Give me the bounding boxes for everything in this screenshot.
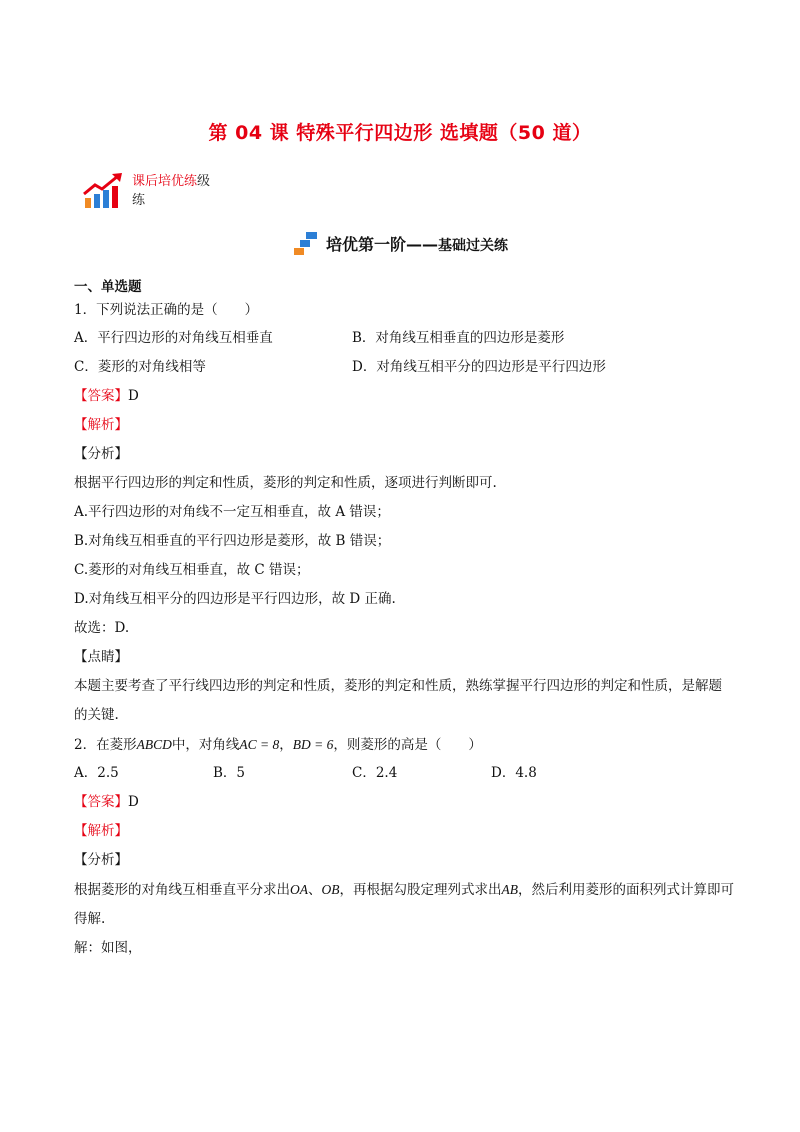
stairs-icon <box>292 230 320 256</box>
math-oa: OA <box>290 882 308 897</box>
brand-label-dark-2: 练 <box>132 193 146 208</box>
q2-option-d: D．4.8 <box>491 765 537 781</box>
answer-value: D <box>128 388 139 404</box>
q2-answer <box>74 788 734 817</box>
q2-solution: 解：如图， <box>74 940 142 956</box>
q1-option-a: A．平行四边形的对角线互相垂直 <box>74 330 273 346</box>
page-title: 第 04 课 特殊平行四边形 选填题（50 道） <box>208 122 592 144</box>
q2-options-row <box>74 759 734 788</box>
q1-step-d: D.对角线互相平分的四边形是平行四边形，故 D 正确. <box>74 591 396 607</box>
q2-stem: 2．在菱形ABCD中，对角线AC = 8，BD = 6，则菱形的高是（ ） <box>74 737 482 753</box>
q1-option-d: D．对角线互相平分的四边形是平行四边形 <box>352 359 606 375</box>
brand-text <box>132 172 228 210</box>
main-content <box>74 272 734 963</box>
q1-dianjing: 本题主要考查了平行线四边形的判定和性质，菱形的判定和性质，熟练掌握平行四边形的判定和性质，是解题的关键. <box>74 678 722 723</box>
math-ac: AC = 8 <box>239 737 280 752</box>
q1-fenxi: 根据平行四边形的判定和性质，菱形的判定和性质，逐项进行判断即可. <box>74 475 497 491</box>
q1-step-b: B.对角线互相垂直的平行四边形是菱形，故 B 错误； <box>74 533 391 549</box>
answer-label: 【答案】 <box>74 794 128 810</box>
q1-options-row-2 <box>74 353 734 382</box>
q1-answer <box>74 382 734 411</box>
section-title: 培优第一阶——基础过关练 <box>325 234 508 254</box>
section-header <box>0 230 800 260</box>
q1-fenxi-label: 【分析】 <box>74 446 128 462</box>
brand-label-red: 课后培优练 <box>132 174 198 189</box>
answer-label: 【答案】 <box>74 388 128 404</box>
q2-fenxi: 根据菱形的对角线互相垂直平分求出OA、OB，再根据勾股定理列式求出AB，然后利用菱形的面积列式计算即可得解. <box>74 882 734 927</box>
q2-option-c: C．2.4 <box>352 765 398 781</box>
q2-fenxi-label: 【分析】 <box>74 852 128 868</box>
brand-label-dark: 级 <box>197 174 211 189</box>
part-heading: 一、单选题 <box>74 279 142 295</box>
q1-step-c: C.菱形的对角线互相垂直，故 C 错误； <box>74 562 310 578</box>
trend-chart-icon <box>82 172 126 210</box>
q1-step-a: A.平行四边形的对角线不一定互相垂直，故 A 错误； <box>74 504 390 520</box>
q1-option-c: C．菱形的对角线相等 <box>74 359 206 375</box>
q2-analysis-label: 【解析】 <box>74 823 128 839</box>
answer-value: D <box>128 794 139 810</box>
q2-option-b: B．5 <box>213 765 246 781</box>
q1-dianjing-label: 【点睛】 <box>74 649 128 665</box>
q2-option-a: A．2.5 <box>74 765 119 781</box>
brand-block <box>82 168 242 212</box>
q1-option-b: B．对角线互相垂直的四边形是菱形 <box>352 330 565 346</box>
math-abcd: ABCD <box>136 737 172 752</box>
q1-options-row-1 <box>74 324 734 353</box>
math-bd: BD = 6 <box>292 737 334 752</box>
q1-conclusion: 故选：D. <box>74 620 130 636</box>
q1-stem: 1．下列说法正确的是（ ） <box>74 302 259 318</box>
math-ab: AB <box>501 882 518 897</box>
math-ob: OB <box>321 882 340 897</box>
q1-analysis-label: 【解析】 <box>74 417 128 433</box>
